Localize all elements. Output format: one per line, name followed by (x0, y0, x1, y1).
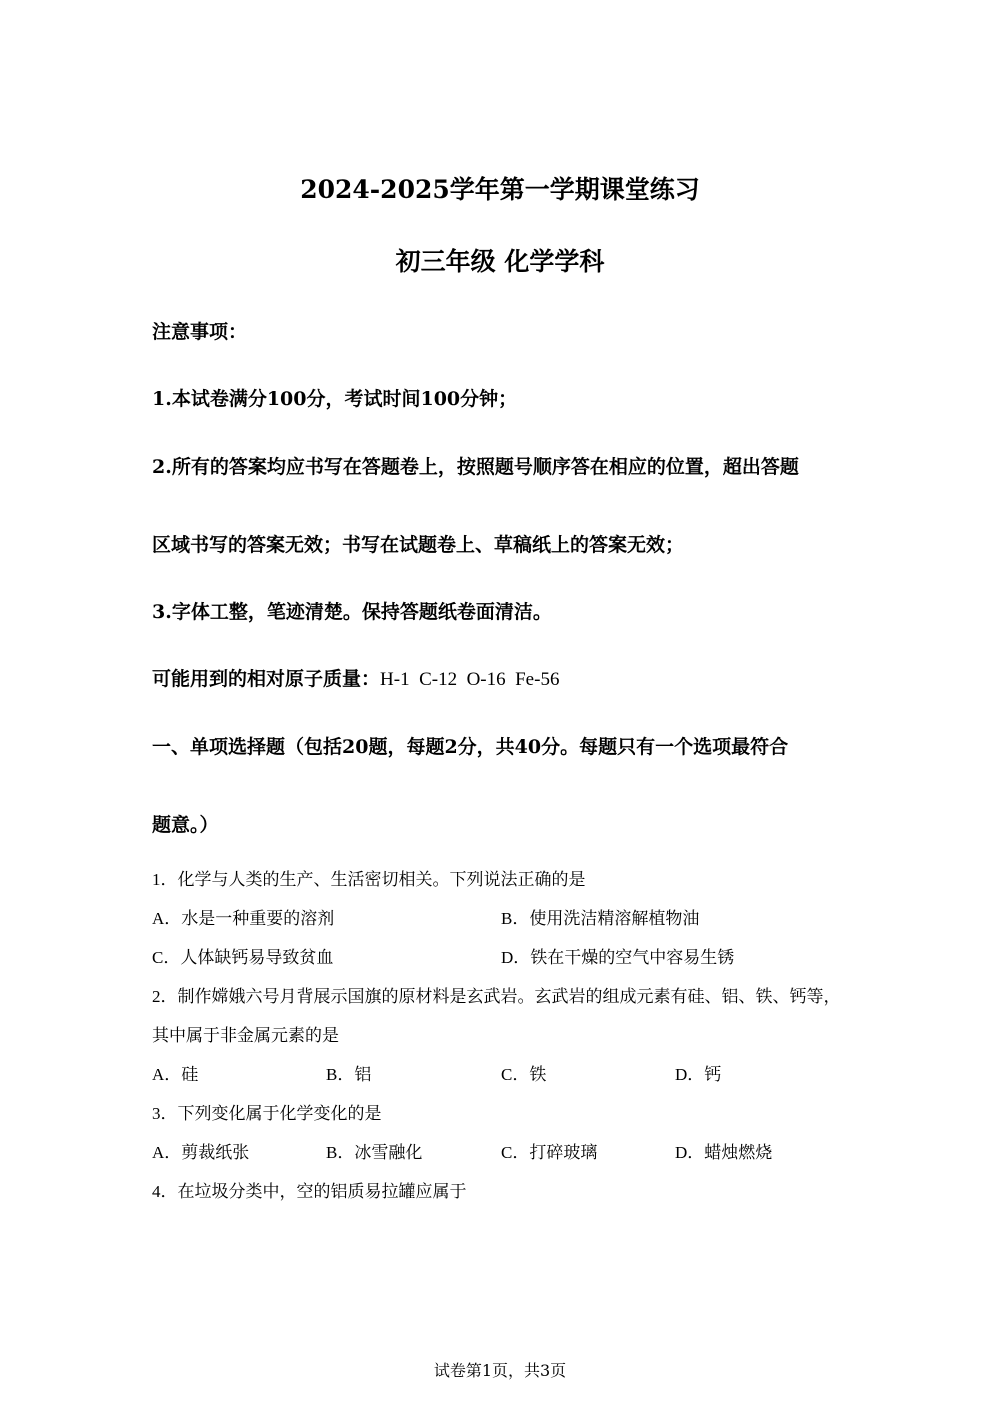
question-1-option-b (501, 904, 699, 929)
option-text: 铁在干燥的空气中容易生锈 (530, 948, 735, 968)
question-2-stem (152, 982, 841, 1007)
option-label: B． (326, 1065, 355, 1084)
note-item-3: 3.字体工整，笔迹清楚。保持答题纸卷面清洁。 (152, 601, 552, 623)
option-text: 蜡烛燃烧 (704, 1143, 773, 1163)
atomic-mass-line (152, 664, 559, 691)
question-1-option-d (501, 943, 734, 968)
option-label: D． (675, 1143, 705, 1162)
question-2-option-d (675, 1060, 721, 1085)
option-label: A． (152, 1065, 182, 1084)
option-label: B． (326, 1143, 355, 1162)
option-text: 使用洗洁精溶解植物油 (529, 909, 700, 929)
notes-heading: 注意事项： (152, 321, 248, 343)
option-text: 水是一种重要的溶剂 (181, 909, 335, 929)
option-label: A． (152, 1143, 182, 1162)
note-item-1: 1.本试卷满分100分，考试时间100分钟； (152, 388, 518, 410)
option-label: C． (501, 1143, 530, 1162)
question-1-stem (152, 865, 586, 890)
question-number: 3． (152, 1104, 178, 1123)
note-item-2-line-1: 2.所有的答案均应书写在答题卷上，按照题号顺序答在相应的位置，超出答题 (152, 456, 799, 478)
question-3-option-d (675, 1138, 772, 1163)
question-text: 下列变化属于化学变化的是 (177, 1104, 382, 1124)
page-footer: 试卷第1页，共3页 (433, 1361, 567, 1380)
question-text: 制作嫦娥六号月背展示国旗的原材料是玄武岩。玄武岩的组成元素有硅、铝、铁、钙等， (177, 987, 841, 1007)
atomic-mass-label: 可能用到的相对原子质量： (152, 668, 381, 690)
atomic-mass-values: H-1 C-12 O-16 Fe-56 (380, 669, 560, 690)
option-text: 钙 (704, 1065, 722, 1085)
option-text: 打碎玻璃 (529, 1143, 598, 1163)
note-item-2-line-2: 区域书写的答案无效；书写在试题卷上、草稿纸上的答案无效； (152, 534, 685, 556)
section-1-heading-line-1: 一、单项选择题（包括20题，每题2分，共40分。每题只有一个选项最符合 (152, 736, 789, 758)
question-text: 化学与人类的生产、生活密切相关。下列说法正确的是 (177, 870, 586, 890)
question-number: 4． (152, 1182, 178, 1201)
option-text: 铝 (354, 1065, 372, 1085)
question-text: 在垃圾分类中，空的铝质易拉罐应属于 (177, 1182, 467, 1202)
option-text: 铁 (529, 1065, 547, 1085)
question-3-option-a (152, 1138, 249, 1163)
question-3-stem (152, 1099, 382, 1124)
exam-subtitle: 初三年级 化学学科 (395, 247, 605, 276)
question-2-stem-continued: 其中属于非金属元素的是 (152, 1026, 339, 1046)
exam-title: 2024-2025学年第一学期课堂练习 (300, 175, 700, 204)
question-number: 1． (152, 870, 178, 889)
question-2-option-b (326, 1060, 371, 1085)
option-label: A． (152, 909, 182, 928)
question-2-option-c (501, 1060, 546, 1085)
question-3-option-b (326, 1138, 422, 1163)
option-text: 人体缺钙易导致贫血 (180, 948, 334, 968)
option-text: 硅 (181, 1065, 199, 1085)
option-label: D． (675, 1065, 705, 1084)
question-number: 2． (152, 987, 178, 1006)
option-label: B． (501, 909, 530, 928)
question-3-option-c (501, 1138, 597, 1163)
option-label: C． (501, 1065, 530, 1084)
option-label: C． (152, 948, 181, 967)
question-1-option-c (152, 943, 333, 968)
option-label: D． (501, 948, 531, 967)
section-1-heading-line-2: 题意。） (152, 814, 219, 836)
question-2-option-a (152, 1060, 198, 1085)
question-1-option-a (152, 904, 334, 929)
question-4-stem (152, 1177, 467, 1202)
option-text: 剪裁纸张 (181, 1143, 250, 1163)
option-text: 冰雪融化 (354, 1143, 423, 1163)
